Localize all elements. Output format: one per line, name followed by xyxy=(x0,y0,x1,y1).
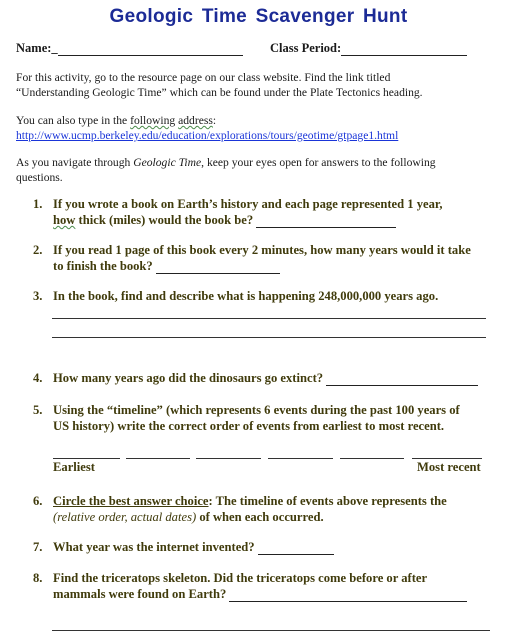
question-text: Circle the best answer choice: The timeline of events above represents the xyxy=(53,494,447,508)
class-period-field xyxy=(270,41,467,56)
earliest-label: Earliest xyxy=(53,460,95,474)
question-text: Find the triceratops skeleton. Did the triceratops come before or after xyxy=(53,571,428,585)
name-blank[interactable] xyxy=(58,43,243,56)
answer-blank[interactable] xyxy=(258,542,334,555)
question-2 xyxy=(33,242,503,274)
address-line: You can also type in the following address: xyxy=(16,114,217,127)
question-5 xyxy=(33,402,503,434)
class-period-label: Class Period: xyxy=(270,41,342,55)
navigate-paragraph xyxy=(16,155,506,185)
answer-choices[interactable]: (relative order, actual dates) xyxy=(53,510,197,524)
timeline-blank[interactable] xyxy=(412,458,482,459)
question-number: 6. xyxy=(33,494,43,508)
question-8 xyxy=(33,570,503,602)
question-text: Using the “timeline” (which represents 6 events during the past 100 years of xyxy=(53,403,460,417)
class-period-blank[interactable] xyxy=(341,43,467,56)
question-4 xyxy=(33,370,503,386)
timeline-blank[interactable] xyxy=(196,458,261,459)
question-number: 1. xyxy=(33,197,43,211)
question-number: 7. xyxy=(33,540,43,554)
worksheet-title: Geologic Time Scavenger Hunt xyxy=(109,6,408,27)
answer-line[interactable] xyxy=(52,318,486,319)
answer-line[interactable] xyxy=(52,337,486,338)
question-text: US history) write the correct order of events from earliest to most recent. xyxy=(53,419,445,433)
timeline-blank[interactable] xyxy=(340,458,404,459)
name-label: Name:_ xyxy=(16,41,58,55)
name-field xyxy=(16,41,243,56)
answer-blank[interactable] xyxy=(326,373,478,386)
navigate-line: questions. xyxy=(16,171,63,184)
intro-line: “Understanding Geologic Time” which can be found under the Plate Tectonics heading. xyxy=(16,86,423,99)
question-text: to finish the book? xyxy=(53,258,505,274)
answer-blank[interactable] xyxy=(229,589,467,602)
question-number: 3. xyxy=(33,289,43,303)
question-text: If you wrote a book on Earth’s history and each page represented 1 year, xyxy=(53,197,443,211)
intro-paragraph xyxy=(16,70,506,100)
question-number: 8. xyxy=(33,571,43,585)
question-text: In the book, find and describe what is happening 248,000,000 years ago. xyxy=(53,289,439,303)
question-1 xyxy=(33,196,503,228)
navigate-line: As you navigate through Geologic Time, keep your eyes open for answers to the following xyxy=(16,156,436,169)
address-paragraph xyxy=(16,113,506,143)
question-text: mammals were found on Earth? xyxy=(53,586,505,602)
question-text: If you read 1 page of this book every 2 minutes, how many years would it take xyxy=(53,243,471,257)
question-6 xyxy=(33,493,503,525)
timeline-blank[interactable] xyxy=(126,458,190,459)
question-text: How many years ago did the dinosaurs go extinct? xyxy=(53,371,324,385)
question-7 xyxy=(33,539,503,555)
most-recent-label: Most recent xyxy=(417,460,481,474)
answer-blank[interactable] xyxy=(156,261,280,274)
question-number: 2. xyxy=(33,243,43,257)
timeline-blank[interactable] xyxy=(268,458,333,459)
timeline-blank[interactable] xyxy=(53,458,120,459)
answer-line[interactable] xyxy=(52,630,490,631)
question-text: What year was the internet invented? xyxy=(53,540,255,554)
website-link[interactable]: http://www.ucmp.berkeley.edu/education/explorations/tours/geotime/gtpage1.html xyxy=(16,129,399,142)
question-text: (relative order, actual dates) of when each occurred. xyxy=(53,510,324,524)
question-text: how thick (miles) would the book be? xyxy=(53,212,505,228)
answer-blank[interactable] xyxy=(256,215,396,228)
intro-line: For this activity, go to the resource page on our class website. Find the link titled xyxy=(16,71,391,84)
question-number: 4. xyxy=(33,371,43,385)
question-number: 5. xyxy=(33,403,43,417)
question-3 xyxy=(33,288,503,304)
